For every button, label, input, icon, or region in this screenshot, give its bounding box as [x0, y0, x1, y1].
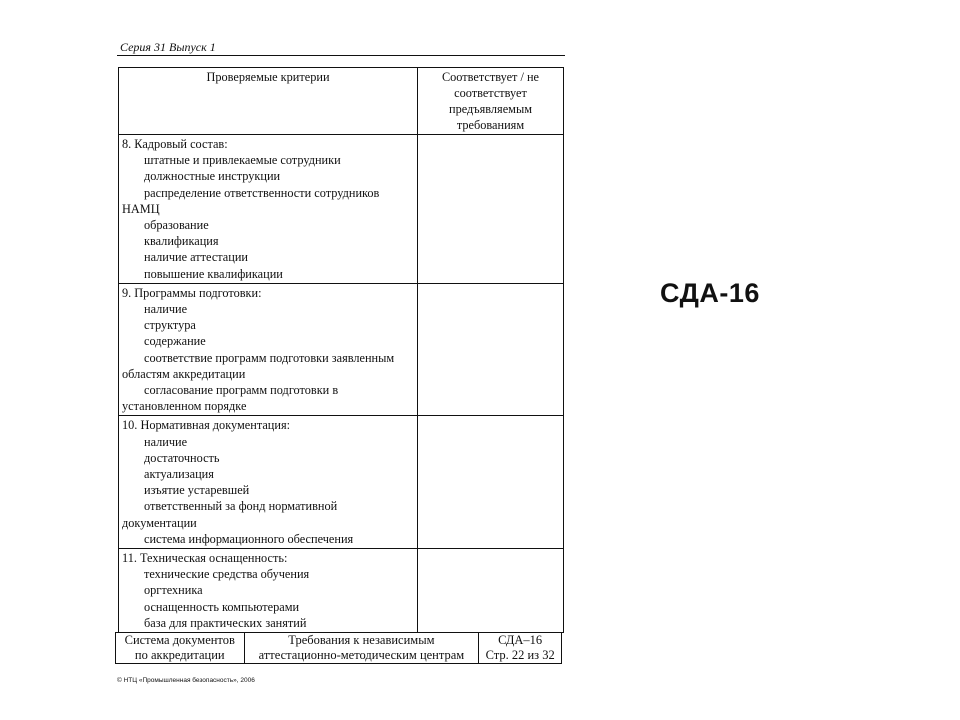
column-header-criteria: Проверяемые критерии — [119, 68, 418, 135]
footer-system-line1: Система документов — [124, 633, 235, 647]
compliance-cell[interactable] — [418, 549, 564, 633]
list-item: образование — [144, 218, 209, 233]
list-item: содержание — [144, 334, 206, 349]
list-item: система информационного обеспечения — [144, 531, 354, 546]
list-item: наличие — [144, 302, 188, 317]
list-item: соответствие программ подготовки заявленным областям аккредитации — [122, 350, 395, 381]
section-title: 11. Техническая оснащенность: — [122, 551, 288, 566]
compliance-cell[interactable] — [418, 135, 564, 284]
list-item: согласование программ подготовки в установленном порядке — [122, 383, 339, 414]
footer-code: СДА–16 — [498, 633, 543, 647]
table-row — [119, 135, 564, 284]
list-item: технические средства обучения — [144, 567, 310, 582]
list-item: ответственный за фонд нормативной документации — [122, 499, 338, 530]
list-item: должностные инструкции — [144, 169, 281, 184]
table-header-row — [119, 68, 564, 135]
series-header: Серия 31 Выпуск 1 — [120, 40, 216, 54]
copyright-text: © НТЦ «Промышленная безопасность», 2006 — [117, 677, 255, 684]
list-item: распределение ответственности сотрудников НАМЦ — [122, 185, 380, 216]
compliance-cell[interactable] — [418, 416, 564, 549]
footer-system-line2: по аккредитации — [134, 648, 225, 662]
criteria-cell — [119, 549, 418, 633]
column-header-compliance: Соответствует / не соответствует предъявляемым требованиям — [418, 68, 564, 135]
footer-system-cell — [116, 633, 245, 664]
footer-title-line1: Требования к независимым — [288, 633, 435, 647]
footer-page-number: Стр. 22 из 32 — [485, 648, 555, 662]
list-item: повышение квалификации — [144, 266, 283, 281]
criteria-table — [118, 67, 564, 633]
section-title: 10. Нормативная документация: — [122, 418, 291, 433]
table-row — [119, 416, 564, 549]
list-item: штатные и привлекаемые сотрудники — [144, 153, 341, 168]
table-row — [119, 549, 564, 633]
list-item: наличие аттестации — [144, 250, 248, 265]
list-item: достаточность — [144, 450, 220, 465]
list-item: база для практических занятий — [144, 615, 307, 630]
list-item: актуализация — [144, 467, 214, 482]
section-title: 9. Программы подготовки: — [122, 285, 262, 300]
criteria-cell — [119, 416, 418, 549]
criteria-cell — [119, 283, 418, 416]
list-item: изъятие устаревшей — [144, 483, 250, 498]
list-item: наличие — [144, 434, 188, 449]
footer-title-line2: аттестационно-методическим центрам — [258, 648, 465, 662]
footer-code-cell — [479, 633, 562, 664]
list-item: оргтехника — [144, 583, 203, 598]
list-item: квалификация — [144, 234, 219, 249]
section-title: 8. Кадровый состав: — [122, 137, 228, 151]
footer-row — [116, 633, 562, 664]
compliance-cell[interactable] — [418, 283, 564, 416]
header-rule — [117, 55, 565, 56]
footer-title-cell — [244, 633, 479, 664]
document-code-label: СДА-16 — [660, 278, 760, 308]
table-row — [119, 283, 564, 416]
list-item: оснащенность компьютерами — [144, 599, 300, 614]
list-item: структура — [144, 318, 196, 333]
criteria-cell — [119, 135, 418, 284]
footer-stamp-table — [115, 632, 562, 664]
